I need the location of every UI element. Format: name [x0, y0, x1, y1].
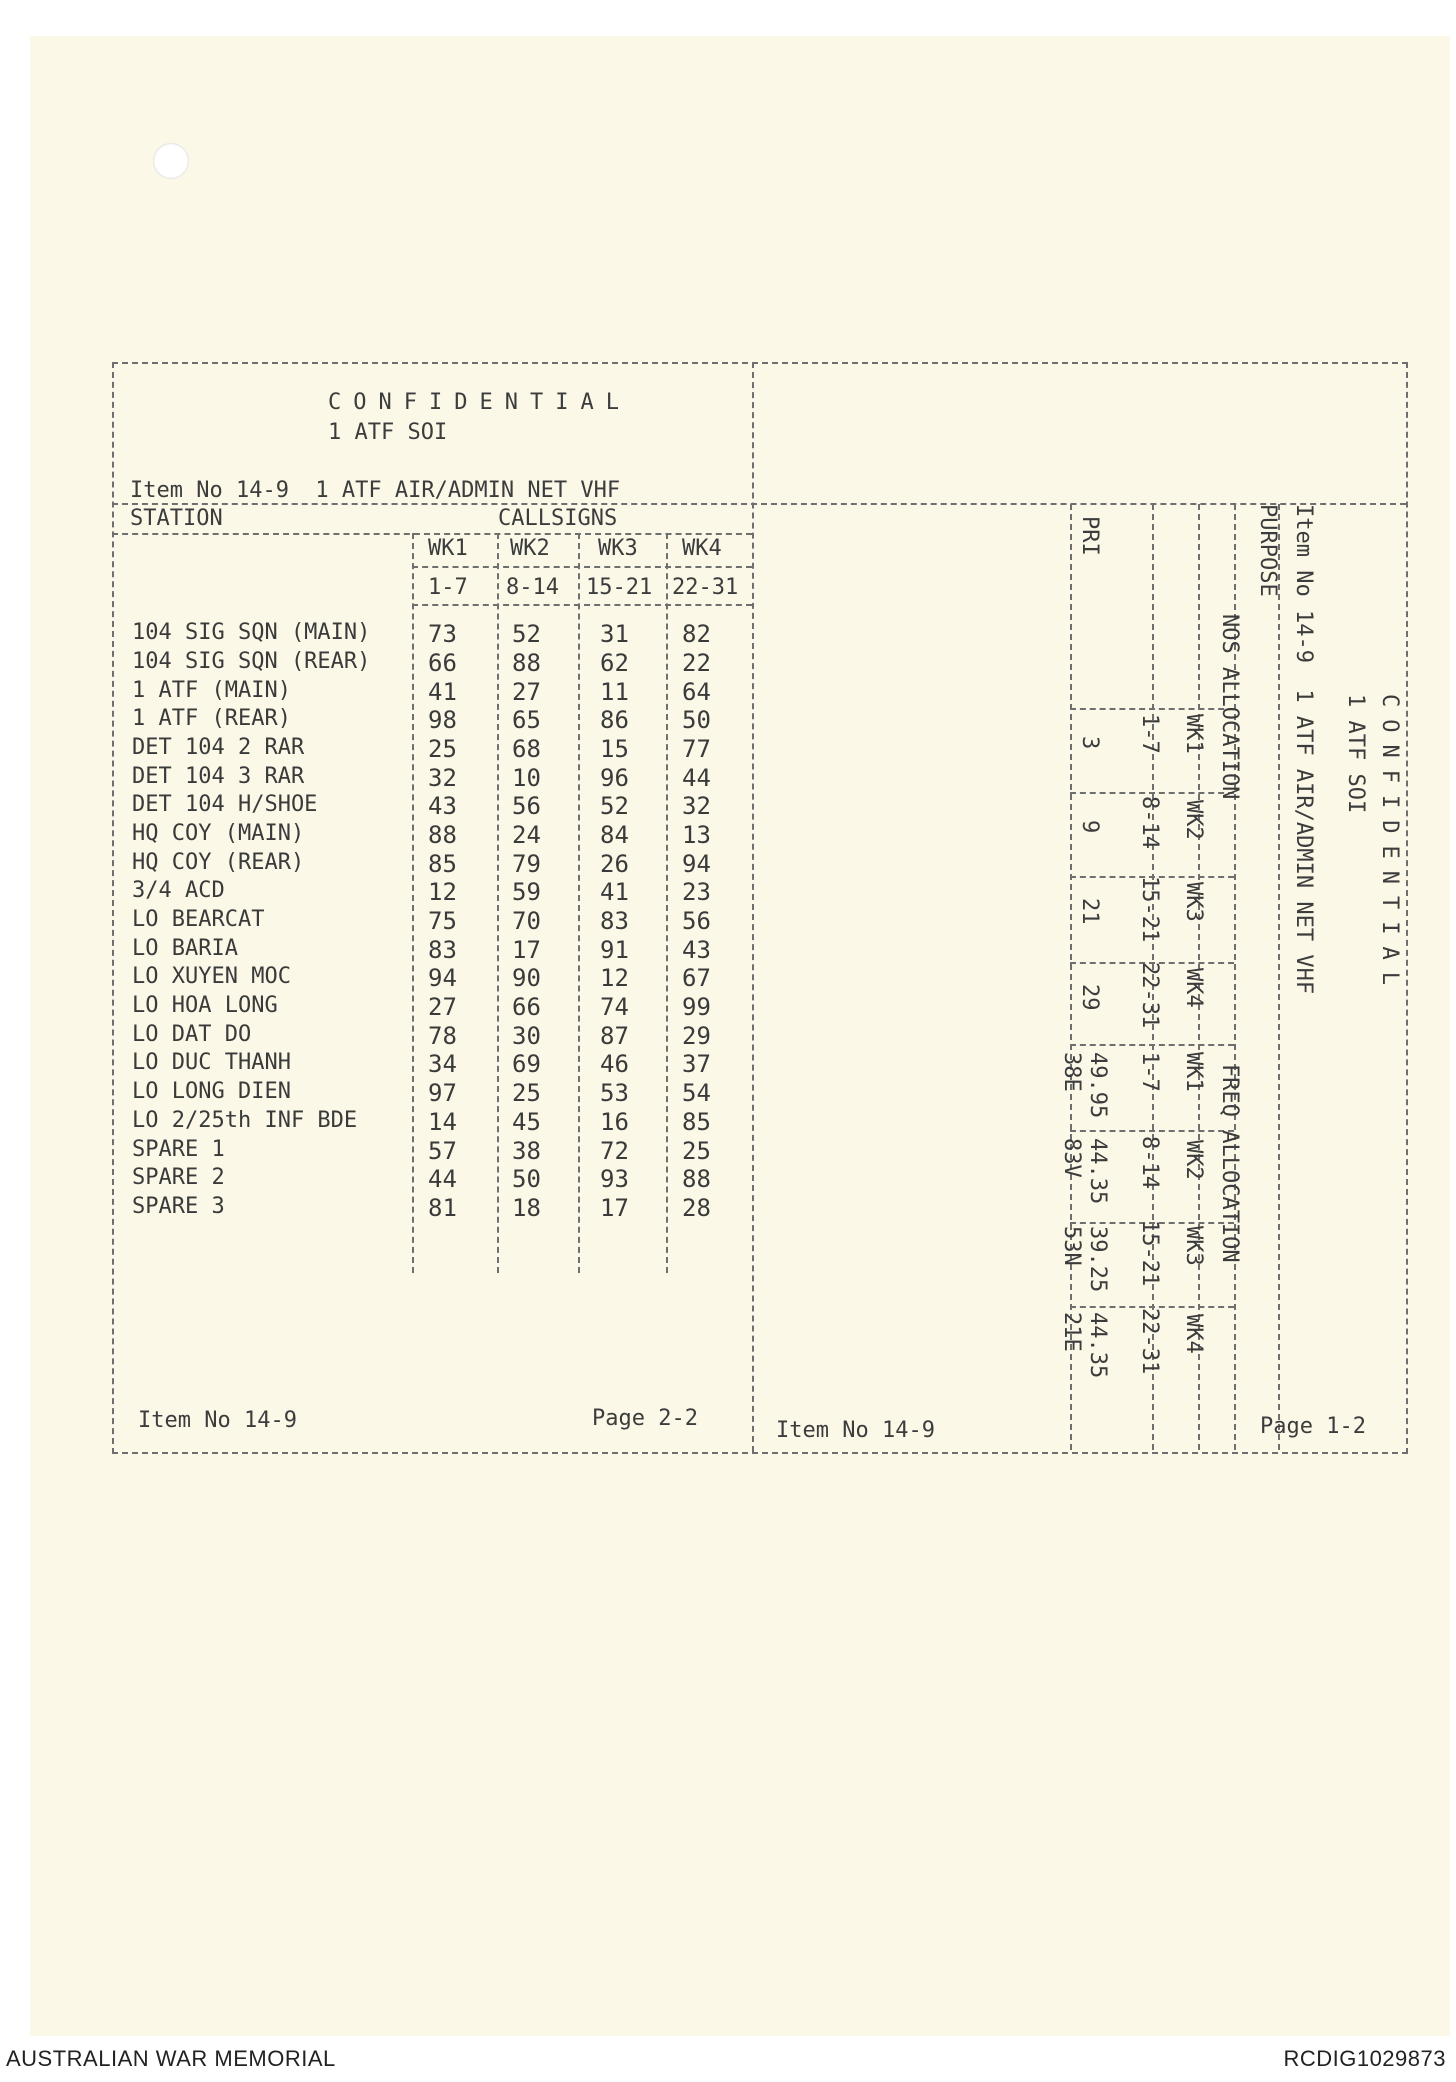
callsign-cell: 67 [682, 964, 711, 992]
callsign-cell: 90 [512, 964, 541, 992]
col-divider-1 [412, 533, 414, 1273]
station-name: LO 2/25th INF BDE [132, 1108, 358, 1133]
rotated-days: 1-7 [1137, 1052, 1162, 1092]
callsign-cell: 30 [512, 1022, 541, 1050]
rotated-freq: 39.25 [1085, 1226, 1110, 1293]
callsign-cell: 66 [428, 649, 457, 677]
callsigns-header: CALLSIGNS [498, 506, 618, 531]
station-name: LO LONG DIEN [132, 1079, 291, 1104]
callsign-cell: 78 [428, 1022, 457, 1050]
rotated-nos-allocation: NOS ALLOCATION [1217, 614, 1242, 800]
rotated-nos-value: 9 [1077, 820, 1102, 834]
rotated-week: WK3 [1181, 882, 1206, 922]
callsign-cell: 50 [512, 1165, 541, 1193]
item-title: Item No 14-9 1 ATF AIR/ADMIN NET VHF [130, 478, 621, 503]
callsign-cell: 83 [600, 907, 629, 935]
rotated-nos-value: 29 [1077, 984, 1102, 1011]
rotated-days: 8-14 [1137, 796, 1162, 849]
station-name: 1 ATF (REAR) [132, 706, 291, 731]
callsign-cell: 45 [512, 1108, 541, 1136]
callsign-cell: 75 [428, 907, 457, 935]
callsign-cell: 13 [682, 821, 711, 849]
callsign-cell: 12 [600, 964, 629, 992]
callsign-cell: 31 [600, 620, 629, 648]
callsign-cell: 12 [428, 878, 457, 906]
callsign-cell: 84 [600, 821, 629, 849]
station-name: HQ COY (MAIN) [132, 821, 305, 846]
callsign-cell: 88 [428, 821, 457, 849]
day-range-header: 8-14 [506, 575, 559, 600]
station-header-line [112, 533, 752, 535]
callsign-cell: 16 [600, 1108, 629, 1136]
callsign-cell: 68 [512, 735, 541, 763]
callsign-cell: 37 [682, 1050, 711, 1078]
callsign-cell: 91 [600, 936, 629, 964]
callsign-cell: 88 [512, 649, 541, 677]
rotated-days: 15-21 [1137, 876, 1162, 943]
left-footer-item: Item No 14-9 [138, 1408, 297, 1433]
callsign-cell: 27 [428, 993, 457, 1021]
confidential-heading: CONFIDENTIAL [328, 390, 631, 415]
rotated-freq: 49.95 [1085, 1052, 1110, 1119]
station-name: HQ COY (REAR) [132, 850, 305, 875]
rotated-days: 22-31 [1137, 962, 1162, 1029]
center-divider [752, 362, 754, 1452]
callsign-cell: 94 [428, 964, 457, 992]
rotated-week: WK2 [1181, 1140, 1206, 1180]
callsign-cell: 27 [512, 678, 541, 706]
callsign-cell: 57 [428, 1137, 457, 1165]
week-header: WK2 [510, 536, 550, 561]
callsign-cell: 50 [682, 706, 711, 734]
callsign-cell: 43 [682, 936, 711, 964]
callsign-cell: 18 [512, 1194, 541, 1222]
station-name: LO DAT DO [132, 1022, 252, 1047]
days-line [412, 604, 752, 606]
week-header: WK4 [682, 536, 722, 561]
callsign-cell: 23 [682, 878, 711, 906]
rotated-freq-allocation: FREQ ALLOCATION [1217, 1064, 1242, 1263]
callsign-cell: 59 [512, 878, 541, 906]
station-name: SPARE 3 [132, 1194, 225, 1219]
station-header: STATION [130, 506, 223, 531]
callsign-cell: 41 [600, 878, 629, 906]
weeks-line [412, 566, 752, 568]
callsign-cell: 56 [512, 792, 541, 820]
callsign-cell: 70 [512, 907, 541, 935]
callsign-cell: 52 [512, 620, 541, 648]
callsign-cell: 52 [600, 792, 629, 820]
station-name: LO BEARCAT [132, 907, 265, 932]
station-name: LO HOA LONG [132, 993, 278, 1018]
callsign-cell: 24 [512, 821, 541, 849]
callsign-cell: 14 [428, 1108, 457, 1136]
station-name: SPARE 2 [132, 1165, 225, 1190]
station-name: DET 104 3 RAR [132, 764, 305, 789]
callsign-cell: 66 [512, 993, 541, 1021]
callsign-cell: 32 [428, 764, 457, 792]
callsign-cell: 41 [428, 678, 457, 706]
station-name: 1 ATF (MAIN) [132, 678, 291, 703]
callsign-cell: 26 [600, 850, 629, 878]
rotated-days: 15-21 [1137, 1220, 1162, 1287]
station-name: DET 104 2 RAR [132, 735, 305, 760]
rotated-freq-code: 38E [1059, 1052, 1084, 1092]
rotated-week: WK3 [1181, 1226, 1206, 1266]
rotated-week: WK2 [1181, 800, 1206, 840]
rotated-item-title: Item No 14-9 1 ATF AIR/ADMIN NET VHF [1291, 504, 1316, 995]
station-name: 104 SIG SQN (MAIN) [132, 620, 371, 645]
callsign-cell: 25 [428, 735, 457, 763]
callsign-cell: 93 [600, 1165, 629, 1193]
callsign-cell: 64 [682, 678, 711, 706]
rotated-freq: 44.35 [1085, 1312, 1110, 1379]
callsign-cell: 94 [682, 850, 711, 878]
callsign-cell: 34 [428, 1050, 457, 1078]
rotated-allocation-panel [1048, 504, 1402, 1444]
rotated-purpose: PURPOSE [1255, 504, 1280, 597]
right-footer-page: Page 1-2 [1260, 1414, 1366, 1439]
callsign-cell: 88 [682, 1165, 711, 1193]
rotated-week: WK1 [1181, 1052, 1206, 1092]
col-divider-3 [578, 533, 580, 1273]
week-header: WK1 [428, 536, 468, 561]
callsign-cell: 97 [428, 1079, 457, 1107]
station-name: DET 104 H/SHOE [132, 792, 318, 817]
callsign-cell: 25 [512, 1079, 541, 1107]
callsign-cell: 43 [428, 792, 457, 820]
callsign-cell: 62 [600, 649, 629, 677]
rotated-soi: 1 ATF SOI [1343, 694, 1368, 814]
callsign-cell: 32 [682, 792, 711, 820]
day-range-header: 1-7 [428, 575, 468, 600]
callsign-cell: 85 [428, 850, 457, 878]
callsign-cell: 65 [512, 706, 541, 734]
callsign-cell: 83 [428, 936, 457, 964]
callsign-cell: 96 [600, 764, 629, 792]
station-name: 3/4 ACD [132, 878, 225, 903]
callsign-cell: 98 [428, 706, 457, 734]
day-range-header: 22-31 [672, 575, 739, 600]
left-footer-page: Page 2-2 [592, 1406, 698, 1431]
callsign-cell: 17 [512, 936, 541, 964]
middle-footer-item: Item No 14-9 [776, 1418, 935, 1443]
callsign-cell: 15 [600, 735, 629, 763]
callsign-cell: 85 [682, 1108, 711, 1136]
week-header: WK3 [598, 536, 638, 561]
rotated-pri: PRI [1077, 516, 1102, 556]
archive-footer-right: RCDIG1029873 [1283, 2046, 1446, 2071]
station-name: LO BARIA [132, 936, 238, 961]
callsign-cell: 25 [682, 1137, 711, 1165]
callsign-cell: 17 [600, 1194, 629, 1222]
callsign-cell: 38 [512, 1137, 541, 1165]
rotated-freq-code: 83V [1059, 1138, 1084, 1178]
archive-footer-left: AUSTRALIAN WAR MEMORIAL [6, 2046, 336, 2071]
callsign-cell: 10 [512, 764, 541, 792]
callsign-cell: 29 [682, 1022, 711, 1050]
station-name: LO DUC THANH [132, 1050, 291, 1075]
callsign-cell: 73 [428, 620, 457, 648]
callsign-cell: 86 [600, 706, 629, 734]
rotated-freq: 44.35 [1085, 1138, 1110, 1205]
rotated-days: 8-14 [1137, 1136, 1162, 1189]
callsign-cell: 56 [682, 907, 711, 935]
callsign-cell: 46 [600, 1050, 629, 1078]
callsign-cell: 81 [428, 1194, 457, 1222]
callsign-cell: 72 [600, 1137, 629, 1165]
rotated-days: 22-31 [1137, 1308, 1162, 1375]
callsign-cell: 28 [682, 1194, 711, 1222]
callsign-cell: 11 [600, 678, 629, 706]
col-divider-4 [666, 533, 668, 1273]
callsign-cell: 77 [682, 735, 711, 763]
col-divider-2 [497, 533, 499, 1273]
callsign-cell: 79 [512, 850, 541, 878]
rotated-nos-value: 21 [1077, 898, 1102, 925]
day-range-header: 15-21 [586, 575, 653, 600]
callsign-cell: 74 [600, 993, 629, 1021]
punch-hole [153, 143, 189, 179]
station-name: 104 SIG SQN (REAR) [132, 649, 371, 674]
station-name: SPARE 1 [132, 1137, 225, 1162]
callsign-cell: 54 [682, 1079, 711, 1107]
rotated-freq-code: 21E [1059, 1312, 1084, 1352]
callsign-cell: 44 [682, 764, 711, 792]
rotated-week: WK4 [1181, 968, 1206, 1008]
callsign-cell: 44 [428, 1165, 457, 1193]
callsign-cell: 69 [512, 1050, 541, 1078]
callsign-cell: 99 [682, 993, 711, 1021]
rotated-nos-value: 3 [1077, 736, 1102, 750]
rotated-freq-code: 53N [1059, 1226, 1084, 1266]
callsign-cell: 82 [682, 620, 711, 648]
rotated-confidential: CONFIDENTIAL [1377, 694, 1402, 997]
callsign-cell: 53 [600, 1079, 629, 1107]
callsign-cell: 22 [682, 649, 711, 677]
soi-heading: 1 ATF SOI [328, 420, 448, 445]
rotated-days: 1-7 [1137, 714, 1162, 754]
rotated-week: WK4 [1181, 1314, 1206, 1354]
rotated-week: WK1 [1181, 714, 1206, 754]
station-name: LO XUYEN MOC [132, 964, 291, 989]
callsign-cell: 87 [600, 1022, 629, 1050]
